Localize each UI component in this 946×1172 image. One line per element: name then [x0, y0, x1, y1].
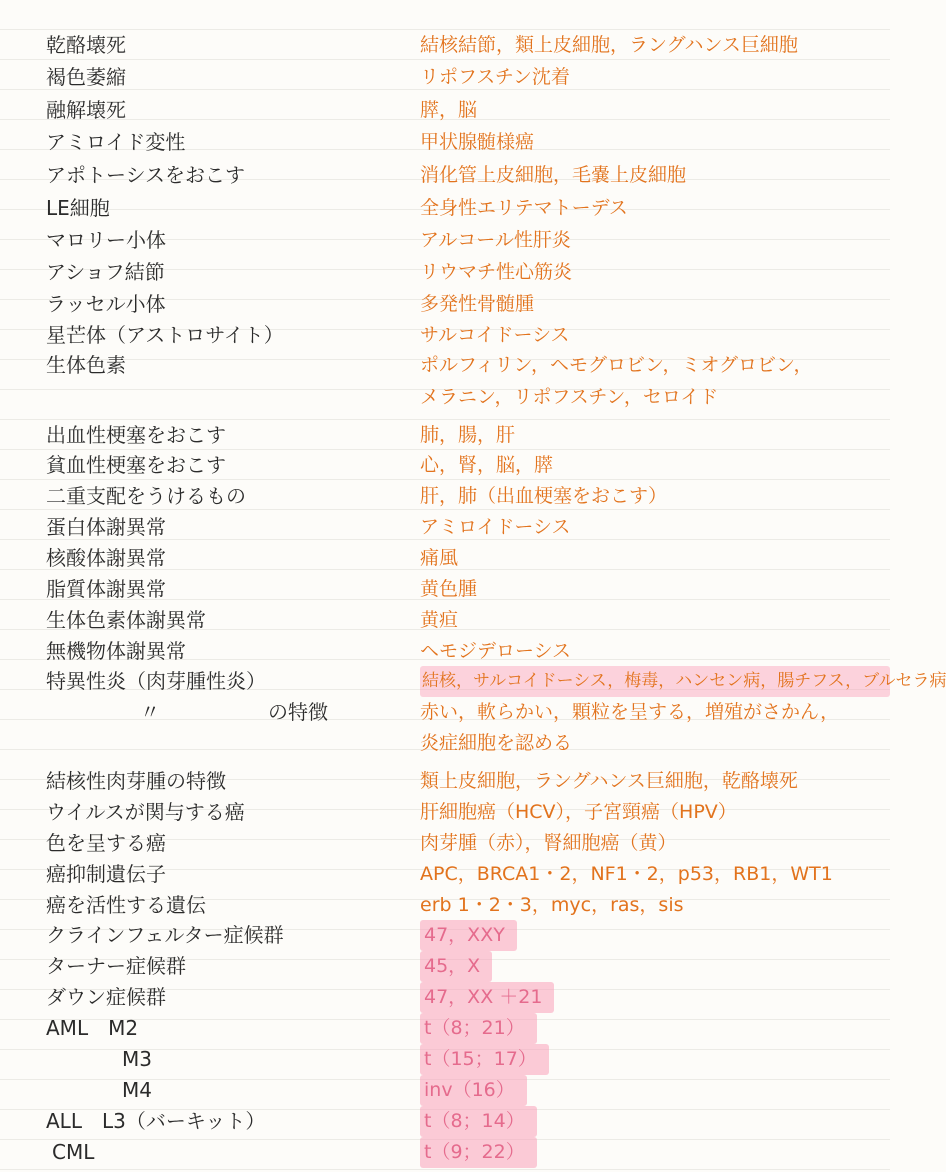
answer-text: アルコール性肝炎	[420, 229, 571, 251]
term-label: 褐色萎縮	[46, 65, 126, 89]
answer-text: 黄疸	[420, 609, 459, 631]
term-label: 生体色素体謝異常	[46, 608, 206, 632]
answer-text-highlighted: t（8；21）	[420, 1013, 537, 1044]
term-label: 生体色素	[46, 353, 126, 377]
answer-text-highlighted: 結核，サルコイドーシス，梅毒，ハンセン病，腸チフス，ブルセラ病	[420, 666, 890, 697]
list-item	[0, 697, 890, 728]
answer-text: 膵，脳	[420, 99, 478, 121]
term-label: 無機物体謝異常	[46, 639, 186, 663]
term-label: 核酸体謝異常	[46, 546, 166, 570]
answer-text: メラニン，リポフスチン，セロイド	[420, 386, 719, 408]
list-item	[0, 636, 890, 667]
answer-text: 多発性骨髄腫	[420, 293, 535, 315]
answer-text: APC，BRCA1・2，NF1・2，p53，RB1，WT1	[420, 863, 833, 885]
term-label: 色を呈する癌	[46, 831, 166, 855]
list-item	[0, 951, 890, 982]
list-item	[0, 257, 890, 288]
term-label: アポトーシスをおこす	[46, 163, 245, 187]
list-item	[0, 766, 890, 797]
term-label: M3	[122, 1047, 152, 1071]
answer-text: 心，腎，脳，膵	[420, 454, 554, 476]
term-label: クラインフェルター症候群	[46, 923, 284, 947]
list-item	[0, 797, 890, 828]
list-item	[0, 1075, 890, 1106]
term-label: 癌を活性する遺伝	[46, 893, 206, 917]
answer-text: ポルフィリン，ヘモグロビン，ミオグロビン，	[420, 354, 813, 376]
list-item	[0, 127, 890, 158]
term-label: 貧血性梗塞をおこす	[46, 453, 226, 477]
answer-text-highlighted: inv（16）	[420, 1075, 527, 1106]
term-label: ラッセル小体	[46, 292, 166, 316]
term-label: 結核性肉芽腫の特徴	[46, 769, 226, 793]
answer-text: 赤い，軟らかい，顆粒を呈する，増殖がさかん，	[420, 701, 840, 723]
answer-text: リウマチ性心筋炎	[420, 261, 573, 283]
term-label: 脂質体謝異常	[46, 577, 166, 601]
list-item	[0, 1137, 890, 1168]
term-label: LE細胞	[46, 196, 110, 220]
list-item	[0, 62, 890, 93]
term-label: 特異性炎（肉芽腫性炎）	[46, 669, 266, 693]
list-item	[0, 450, 890, 481]
list-item	[0, 289, 890, 320]
answer-text-highlighted: t（9；22）	[420, 1137, 537, 1168]
answer-text: erb 1・2・3，myc，ras，sis	[420, 894, 684, 916]
term-label: 蛋白体謝異常	[46, 515, 166, 539]
answer-text: ヘモジデローシス	[420, 640, 572, 662]
list-item	[0, 160, 890, 191]
term-label: ウイルスが関与する癌	[46, 800, 245, 824]
list-item	[0, 859, 890, 890]
answer-text-highlighted: 45，X	[420, 951, 492, 982]
list-item	[0, 982, 890, 1013]
term-label: ダウン症候群	[46, 985, 166, 1009]
answer-text: 痛風	[420, 547, 459, 569]
list-item	[0, 828, 890, 859]
list-item	[0, 1013, 890, 1044]
list-item	[0, 728, 890, 759]
answer-text: 黄色腫	[420, 578, 478, 600]
term-label: ターナー症候群	[46, 954, 186, 978]
list-item	[0, 574, 890, 605]
answer-text: 結核結節，類上皮細胞，ラングハンス巨細胞	[420, 34, 798, 56]
term-label: AML M2	[46, 1016, 139, 1040]
answer-text: 肉芽腫（赤），腎細胞癌（黄）	[420, 832, 677, 854]
answer-text: 肺，腸，肝	[420, 424, 516, 446]
term-label: ALL L3（バーキット）	[46, 1109, 266, 1133]
term-label: 癌抑制遺伝子	[46, 862, 166, 886]
list-item	[0, 95, 890, 126]
answer-text: サルコイドーシス	[420, 324, 570, 346]
term-label: 二重支配をうけるもの	[46, 484, 246, 508]
list-item	[0, 605, 890, 636]
term-label: 星芒体（アストロサイト）	[46, 323, 284, 347]
list-item	[0, 420, 890, 451]
term-label: アミロイド変性	[46, 130, 186, 154]
term-label: 乾酪壊死	[46, 33, 126, 57]
ditto-mark: 〃	[140, 700, 160, 724]
answer-text-highlighted: t（15；17）	[420, 1044, 549, 1075]
answer-text: 肝，肺（出血梗塞をおこす）	[420, 485, 668, 507]
answer-text: 炎症細胞を認める	[420, 732, 573, 754]
list-item	[0, 890, 890, 921]
list-item	[0, 920, 890, 951]
term-label: 融解壊死	[46, 98, 126, 122]
list-item	[0, 543, 890, 574]
term-label: アショフ結節	[46, 260, 165, 284]
answer-text-highlighted: 47，XXY	[420, 920, 517, 951]
term-label: M4	[122, 1078, 152, 1102]
list-item	[0, 320, 890, 351]
list-item	[0, 481, 890, 512]
term-label: 出血性梗塞をおこす	[46, 423, 226, 447]
term-label: の特徴	[268, 700, 328, 724]
list-item	[0, 350, 890, 381]
list-item	[0, 666, 946, 697]
term-label: マロリー小体	[46, 228, 166, 252]
answer-text-highlighted: 47，XX ＋21	[420, 982, 554, 1013]
list-item	[0, 1106, 890, 1137]
answer-text: 甲状腺髄様癌	[420, 131, 535, 153]
list-item	[0, 512, 890, 543]
list-item	[0, 1044, 890, 1075]
answer-text-highlighted: t（8；14）	[420, 1106, 537, 1137]
answer-text: 全身性エリテマトーデス	[420, 197, 628, 219]
list-item	[0, 193, 890, 224]
list-item	[0, 382, 890, 413]
term-label: CML	[52, 1140, 95, 1164]
answer-text: リポフスチン沈着	[420, 66, 570, 88]
list-item	[0, 30, 890, 61]
answer-text: 肝細胞癌（HCV），子宮頸癌（HPV）	[420, 801, 737, 823]
list-item	[0, 225, 890, 256]
answer-text: アミロイドーシス	[420, 516, 571, 538]
answer-text: 消化管上皮細胞，毛嚢上皮細胞	[420, 164, 687, 186]
answer-text: 類上皮細胞，ラングハンス巨細胞，乾酪壊死	[420, 770, 798, 792]
